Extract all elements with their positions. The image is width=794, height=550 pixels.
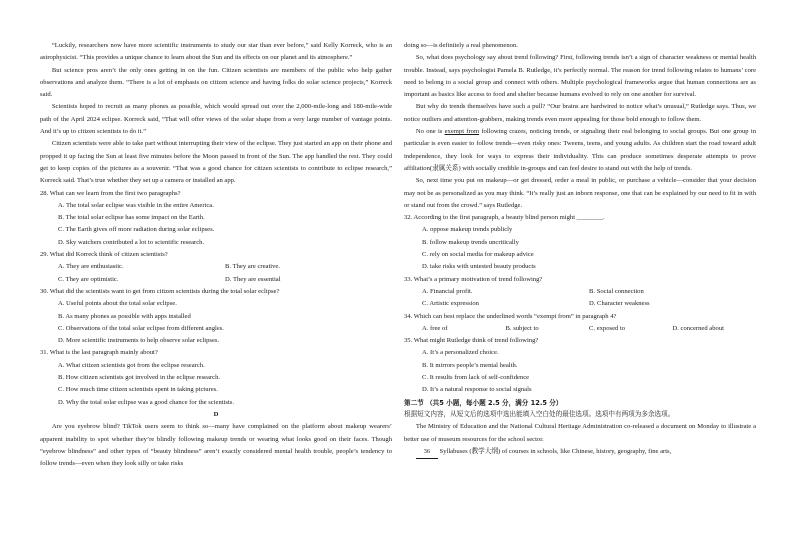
question-35-option: C. It results from lack of self-confidence bbox=[422, 374, 530, 382]
question-33-option: D. Character weakness bbox=[589, 300, 650, 308]
passage-c-paragraph: Citizen scientists were able to take part without interrupting their view of the eclipse. They just started an app on their phone and propped it up facing the Sun at least five minutes before the Moon passed in front of the Sun. The app handled the rest. They could get to keep copies of the pictures as a souvenir. “That was a good chance for citizen scientists to contribute to eclipse research,” Korreck said. That’s true whether they set up a camera or installed an app. bbox=[40, 140, 392, 185]
question-28-option: D. Sky watchers contributed a lot to scientific research. bbox=[58, 238, 205, 246]
question-33-options-row bbox=[404, 286, 756, 298]
cloze-passage-paragraph bbox=[404, 446, 756, 459]
question-29-option: A. They are enthusiastic. bbox=[58, 263, 124, 271]
question-35-option: A. It’s a personalized choice. bbox=[422, 349, 499, 357]
question-34-option: A. free of bbox=[422, 324, 448, 332]
question-34-options-row bbox=[404, 323, 756, 335]
question-28-option: C. The Earth gives off more radiation during solar eclipses. bbox=[58, 226, 215, 234]
question-29-option: C. They are optimistic. bbox=[58, 275, 119, 283]
question-34-option: C. exposed to bbox=[589, 324, 626, 332]
question-32-option: B. follow makeup trends uncritically bbox=[422, 238, 519, 246]
question-30-stem: 30. What did the scientists want to get from citizen scientists during the total solar eclipse? bbox=[40, 287, 280, 295]
left-column bbox=[40, 40, 392, 470]
question-30-option: B. As many phones as possible with apps installed bbox=[58, 312, 191, 320]
question-34-option: D. concerned about bbox=[672, 324, 724, 332]
question-34-option: B. subject to bbox=[505, 324, 539, 332]
section-2-heading: 第二节 （共5 小题，每小题 2.5 分，满分 12.5 分） bbox=[404, 398, 563, 407]
question-30-option: C. Observations of the total solar eclipse from different angles. bbox=[58, 324, 224, 332]
question-33-option: C. Artistic expression bbox=[422, 300, 479, 308]
question-32-stem: 32. According to the first paragraph, a beauty blind person might ________. bbox=[404, 214, 605, 222]
passage-d-paragraph: So, what does psychology say about trend following? First, following trends isn’t a sign of character weakness or mental health trouble. Instead, says psychologist Pamela B. Rutledge, it’s perfectly normal. The reason for trend following relates to humans’ core need to belong to a social group and connect with others. Multiple psychological frameworks argue that human connections are as important as basics like access to food and shelter because humans evolved to rely on one another for survival. bbox=[404, 54, 756, 99]
question-35-stem: 35. What might Rutledge think of trend following? bbox=[404, 337, 539, 345]
underlined-phrase: exempt from bbox=[444, 128, 480, 136]
question-31-option: D. Why the total solar eclipse was a good chance for the scientists. bbox=[58, 398, 235, 406]
question-33-option: A. Financial profit. bbox=[422, 287, 473, 295]
question-32-option: A. oppose makeup trends publicly bbox=[422, 226, 513, 234]
question-29-options-row bbox=[40, 261, 392, 273]
blank-36: 36 bbox=[416, 446, 438, 459]
question-29-options-row bbox=[40, 274, 392, 286]
passage-d-paragraph: Are you eyebrow blind? TikTok users seem to think so—many have complained on the platform about makeup wearers’ apparent inability to spot whether they’re blindly following makeup trends or wearing what looks good on their faces. Though “eyebrow blindness” and other types of “beauty blindness” aren’t exactly considered mental health trouble, people’s tendency to follow trends—even when they look silly or take risks bbox=[40, 423, 392, 468]
question-33-stem: 33. What’s a primary motivation of trend following? bbox=[404, 275, 543, 283]
passage-c-paragraph: But science pros aren’t the only ones getting in on the fun. Citizen scientists are members of the public who help gather observations and analyze them. “There is a lot of emphasis on citizen science and having folks do solar science projects,” Korreck said. bbox=[40, 66, 392, 99]
section-d-heading: D bbox=[213, 410, 219, 418]
right-column bbox=[404, 40, 756, 459]
question-32-option: C. rely on social media for makeup advice bbox=[422, 251, 534, 259]
question-28-option: B. The total solar eclipse has some impact on the Earth. bbox=[58, 214, 205, 222]
question-33-option: B. Social connection bbox=[589, 287, 644, 295]
paragraph-text: No one is bbox=[415, 128, 445, 136]
question-31-option: A. What citizen scientists got from the eclipse research. bbox=[58, 361, 205, 369]
question-35-option: D. It’s a natural response to social signals bbox=[422, 386, 532, 394]
question-30-option: A. Useful points about the total solar eclipse. bbox=[58, 300, 177, 308]
question-30-option: D. More scientific instruments to help observe solar eclipses. bbox=[58, 337, 220, 345]
passage-c-paragraph: Scientists hoped to recruit as many phones as possible, which would spread out over the 2,000-mile-long and 180-mile-wide path of the April 2024 eclipse. Korreck said, “That will offer views of the solar shape from a very large number of vantage points. And it’s up to citizen scientists to do it.” bbox=[40, 103, 392, 136]
question-31-option: C. How much time citizen scientists spent in taking pictures. bbox=[58, 386, 218, 394]
question-32-option: D. take risks with untested beauty products bbox=[422, 263, 536, 271]
passage-c-paragraph: “Luckily, researchers now have more scientific instruments to study our star than ever before,” said Kelly Korreck, who is an astrophysicist. “This provides a unique chance to learn about the Sun and its effects on our planet and its atmosphere.” bbox=[40, 42, 392, 62]
question-29-stem: 29. What did Korreck think of citizen scientists? bbox=[40, 251, 168, 259]
question-34-stem: 34. Which can best replace the underlined words “exempt from” in paragraph 4? bbox=[404, 312, 617, 320]
question-31-stem: 31. What is the last paragraph mainly about? bbox=[40, 349, 158, 357]
question-31-option: B. How citizen scientists got involved in the eclipse research. bbox=[58, 374, 221, 382]
question-28-stem: 28. What can we learn from the first two paragraphs? bbox=[40, 189, 181, 197]
passage-d-paragraph: So, next time you put on makeup—or get dressed, order a meal in public, or purchase a vehicle—consider that your decision may not be as personalized as you may think. “It’s really just an inborn response, one that can be explained by our need to fit in with or stand out from the crowd.” says Rutledge. bbox=[404, 177, 756, 209]
question-29-option: D. They are essential bbox=[225, 275, 281, 283]
question-29-option: B. They are creative. bbox=[225, 263, 280, 271]
paragraph-text: Syllabuses (教学大纲) of courses in schools, like Chinese, history, geography, fine arts, bbox=[437, 447, 672, 455]
passage-d-paragraph-4 bbox=[404, 126, 756, 175]
question-28-option: A. The total solar eclipse was visible in the entire America. bbox=[58, 201, 214, 209]
question-35-option: B. It mirrors people’s mental health. bbox=[422, 361, 518, 369]
cloze-passage-paragraph: The Ministry of Education and the National Cultural Heritage Administration co-released a document on Monday to illustrate a better use of museum resources for the school sector. bbox=[404, 423, 756, 443]
passage-d-continued: doing so—is definitely a real phenomenon. bbox=[404, 42, 518, 49]
passage-d-paragraph: But why do trends themselves have such a pull? “Our brains are hardwired to notice what’s unusual,” Rutledge says. Thus, we notice outliers and attention-grabbers, making trends even more appealing for those bold enough to follow them. bbox=[404, 103, 756, 123]
question-33-options-row bbox=[404, 298, 756, 310]
paragraph-text: following crazes, noticing trends, or signaling their real belonging to social groups. But one group in particular is even easier to follow trends—even risky ones: Tweens, teens, and young adults. As children start the road toward adult independence, they look for ways to express their individuality. This can produce sometimes desperate attempts to prove affiliation(隶属关系) with socially credible in-groups and can feel desire to stand out with the help of trends. bbox=[404, 128, 756, 172]
section-2-instruction: 根据短文内容，从短文后的选项中选出能填入空白处的最佳选项。选项中有两项为多余选项。 bbox=[404, 410, 675, 418]
